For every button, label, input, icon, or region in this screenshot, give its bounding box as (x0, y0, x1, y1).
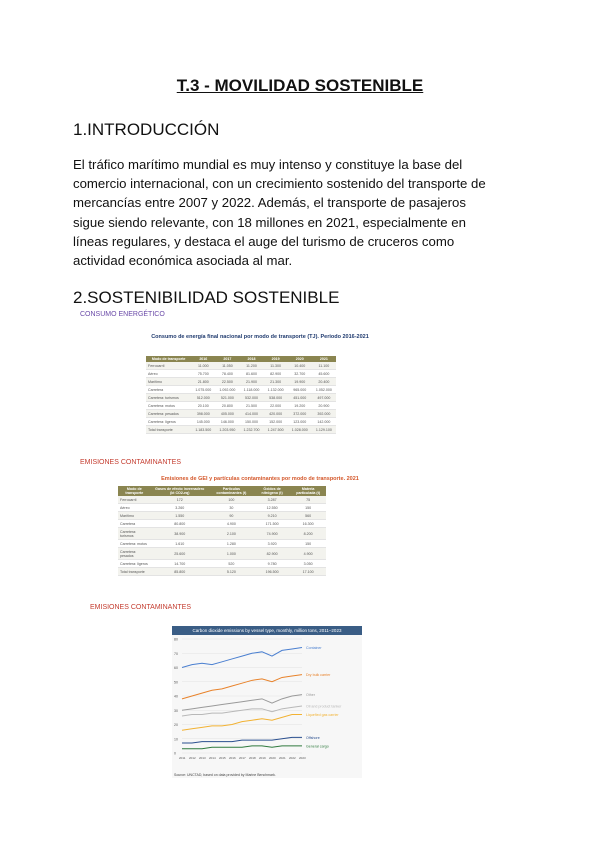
table2-cell: 30 (209, 504, 254, 512)
table1-cell: 146.000 (215, 418, 239, 426)
table2-cell: 100 (209, 496, 254, 504)
table1-cell: 521.000 (215, 394, 239, 402)
table2-cell: 85.800 (151, 568, 209, 576)
table2-cell: Carretera: ligeros (118, 560, 151, 568)
table2-header-cell: Modo de transporte (118, 486, 151, 496)
x-tick-label: 2011 (179, 756, 186, 760)
table1-cell: 20.100 (191, 402, 215, 410)
table2-cell: 150 (290, 504, 326, 512)
intro-line: mercancías entre 2007 y 2022. Además, el transporte de pasajeros (73, 195, 466, 211)
table1-cell: 19.900 (288, 378, 312, 386)
table1-cell: Carretera (146, 386, 191, 394)
intro-line: El tráfico marítimo mundial es muy intenso y constituye la base del (73, 157, 463, 172)
table1-cell: Total transporte (146, 426, 191, 434)
table1-cell: 11.100 (312, 362, 336, 370)
table1-cell: 22.500 (215, 378, 239, 386)
table2-cell: 80.800 (151, 520, 209, 528)
y-tick-label: 0 (174, 751, 176, 756)
table2-row (118, 528, 326, 540)
table1-cell: 405.000 (215, 410, 239, 418)
table1-header-cell: 2020 (288, 356, 312, 362)
consumo-label: CONSUMO ENERGÉTICO (80, 311, 165, 318)
table2-cell: 3.260 (151, 504, 209, 512)
table2-cell: 90 (209, 512, 254, 520)
table1-cell: 123.000 (288, 418, 312, 426)
y-tick-label: 20 (174, 723, 178, 727)
table1-header-cell: 2019 (264, 356, 288, 362)
table1-cell: Ferrocarril (146, 362, 191, 370)
series-label: Offshore (306, 735, 320, 740)
table1-header-cell: 2016 (191, 356, 215, 362)
table1-cell: 512.000 (191, 394, 215, 402)
table2-row (118, 504, 326, 512)
table1-cell: 32.700 (288, 370, 312, 378)
table2-cell: 1.610 (151, 540, 209, 548)
table2-header-row (118, 486, 326, 496)
table2-row (118, 568, 326, 576)
y-tick-label: 70 (174, 651, 178, 656)
table2-cell: Carretera: motos (118, 540, 151, 548)
table2-cell: 3.920 (254, 540, 290, 548)
intro-line: sigue siendo relevante, con 18 millones en 2021, especialmente en (73, 214, 466, 230)
table1-row (146, 426, 336, 434)
intro-heading: 1.INTRODUCCIÓN (73, 120, 220, 139)
table2-cell: 12.550 (254, 504, 290, 512)
series-line (182, 675, 302, 699)
x-tick-label: 2018 (249, 756, 256, 760)
y-tick-label: 80 (174, 637, 178, 642)
sostenibilidad-heading: 2.SOSTENIBILIDAD SOSTENIBLE (73, 288, 340, 307)
table1-cell: 152.000 (264, 418, 288, 426)
chart-source: Source: UNCTAD, based on data provided by Marine Benchmark. (174, 773, 276, 777)
table1-cell: 21.500 (239, 402, 263, 410)
x-tick-label: 2013 (199, 756, 206, 760)
table1-title: Consumo de energía final nacional por modo de transporte (TJ). Periodo 2016-2021 (151, 334, 369, 340)
x-tick-label: 2021 (279, 756, 286, 760)
intro-line: actividad económica asociada al mar. (73, 253, 293, 269)
chart-title: Carbon dioxide emissions by vessel type, monthly, million tons, 2011–2023 (172, 626, 362, 635)
table1-cell: 10.400 (288, 362, 312, 370)
table1-header-cell: Modo de transporte (146, 356, 191, 362)
table1-cell: 45.600 (312, 370, 336, 378)
table1-row (146, 410, 336, 418)
table1-cell: 1.232.700 (239, 426, 263, 434)
table1-cell: 398.000 (191, 410, 215, 418)
table2-cell: Aéreo (118, 504, 151, 512)
table1-cell: 1.129.100 (312, 426, 336, 434)
table2-header-cell: Óxidos de nitrógeno (t) (254, 486, 290, 496)
table2-cell: 1.000 (209, 548, 254, 560)
table2-title: Emisiones de GEI y partículas contaminantes por modo de transporte. 2021 (161, 476, 359, 482)
table1-cell: 1.118.000 (239, 386, 263, 394)
table1-cell: 1.132.000 (264, 386, 288, 394)
table2-row (118, 540, 326, 548)
table1-header-cell: 2018 (239, 356, 263, 362)
table2-cell: 82.900 (254, 548, 290, 560)
table2-cell: 172 (151, 496, 209, 504)
table2-cell: 9.780 (254, 560, 290, 568)
table2-cell: Carretera: turismos (118, 528, 151, 540)
table1-cell: 1.183.500 (191, 426, 215, 434)
table2-header-cell: Partículas contaminantes (t) (209, 486, 254, 496)
table1-row (146, 362, 336, 370)
table2-cell: 150 (290, 540, 326, 548)
table1-cell: 538.000 (264, 394, 288, 402)
table1-row (146, 370, 336, 378)
table1-cell: 142.000 (312, 418, 336, 426)
series-label: Other (306, 693, 315, 698)
table1-cell: 392.000 (312, 410, 336, 418)
table1-cell: 150.000 (239, 418, 263, 426)
table2-row (118, 496, 326, 504)
table2-cell: Carretera (118, 520, 151, 528)
x-tick-label: 2023 (299, 756, 306, 760)
table2-row (118, 520, 326, 528)
table1-cell: 19.200 (288, 402, 312, 410)
series-label: Container (306, 646, 322, 651)
table1-cell: 965.000 (288, 386, 312, 394)
series-line (182, 648, 302, 668)
emisiones-label-2: EMISIONES CONTAMINANTES (90, 604, 191, 611)
table1-header-cell: 2017 (215, 356, 239, 362)
table2-header-cell: Gases de efecto invernadero (kt CO2-eq) (151, 486, 209, 496)
table2-cell: 3.287 (254, 496, 290, 504)
x-tick-label: 2020 (269, 756, 276, 760)
chart-plot (172, 635, 362, 770)
table2-cell: Total transporte (118, 568, 151, 576)
document-title: T.3 - MOVILIDAD SOSTENIBLE (176, 76, 424, 95)
table2-cell: 196.500 (254, 568, 290, 576)
series-line (182, 715, 302, 731)
table2-cell: 520 (209, 560, 254, 568)
table1-cell: 11.300 (264, 362, 288, 370)
table1-cell: 11.200 (239, 362, 263, 370)
table1-cell: Carretera: turismos (146, 394, 191, 402)
table1-row (146, 386, 336, 394)
table2-cell: 560 (290, 512, 326, 520)
series-label: Dry bulk carrier (306, 673, 331, 678)
y-tick-label: 30 (174, 708, 178, 713)
table1-row (146, 418, 336, 426)
series-label: General cargo (306, 744, 329, 749)
table2-row (118, 560, 326, 568)
series-line (182, 695, 302, 711)
emissions-chart (172, 626, 362, 778)
table2-row (118, 512, 326, 520)
series-line (182, 737, 302, 743)
table1-cell: Marítimo (146, 378, 191, 386)
table2-cell: 14.700 (151, 560, 209, 568)
intro-line: líneas regulares, y destaca el auge del turismo de cruceros como (73, 233, 455, 249)
table2-cell: 74.900 (254, 528, 290, 540)
table1-cell: 75.700 (191, 370, 215, 378)
table1-cell: 1.203.950 (215, 426, 239, 434)
table2-row (118, 548, 326, 560)
energy-consumption-table (146, 356, 336, 434)
y-tick-label: 40 (174, 694, 178, 699)
y-tick-label: 50 (174, 680, 178, 685)
table1-cell: 497.000 (312, 394, 336, 402)
table2-cell: 8.200 (290, 528, 326, 540)
table1-cell: 1.075.000 (191, 386, 215, 394)
table1-cell: 82.900 (264, 370, 288, 378)
intro-line: comercio internacional, con un crecimiento sostenido del transporte de (73, 176, 486, 192)
table1-header-cell: 2021 (312, 356, 336, 362)
table1-cell: 20.900 (312, 402, 336, 410)
table1-cell: 20.400 (312, 378, 336, 386)
x-tick-label: 2019 (259, 756, 266, 760)
table1-cell: 1.052.000 (312, 386, 336, 394)
table1-cell: 420.000 (264, 410, 288, 418)
x-tick-label: 2015 (219, 756, 226, 760)
series-label: Oil and product tanker (306, 704, 342, 709)
table2-cell: Marítimo (118, 512, 151, 520)
table2-cell: 75 (290, 496, 326, 504)
table2-cell: 4.900 (290, 548, 326, 560)
table1-cell: 532.000 (239, 394, 263, 402)
table1-cell: 451.000 (288, 394, 312, 402)
table1-cell: 81.600 (239, 370, 263, 378)
x-tick-label: 2012 (189, 756, 196, 760)
table2-cell: 4.900 (209, 520, 254, 528)
table1-cell: 78.400 (215, 370, 239, 378)
x-tick-label: 2017 (239, 756, 246, 760)
intro-paragraph (73, 155, 533, 270)
y-tick-label: 60 (174, 666, 178, 670)
table2-cell: 9.210 (254, 512, 290, 520)
table1-cell: 145.000 (191, 418, 215, 426)
emisiones-label-1: EMISIONES CONTAMINANTES (80, 459, 181, 466)
table2-cell: 1.280 (209, 540, 254, 548)
table1-cell: 372.000 (288, 410, 312, 418)
table1-cell: 21.900 (239, 378, 263, 386)
x-tick-label: 2014 (209, 756, 216, 760)
table2-cell: 3.050 (290, 560, 326, 568)
table1-cell: 21.300 (264, 378, 288, 386)
table2-cell: 38.900 (151, 528, 209, 540)
table1-cell: 1.092.000 (215, 386, 239, 394)
table1-cell: 1.247.500 (264, 426, 288, 434)
table2-cell: 2.100 (209, 528, 254, 540)
table1-cell: 22.000 (264, 402, 288, 410)
table1-cell: 20.800 (215, 402, 239, 410)
x-tick-label: 2022 (289, 756, 296, 760)
table1-cell: Aéreo (146, 370, 191, 378)
table2-cell: 1.550 (151, 512, 209, 520)
table2-cell: 16.300 (290, 520, 326, 528)
table1-cell: Carretera: ligeros (146, 418, 191, 426)
y-tick-label: 10 (174, 737, 178, 742)
table1-cell: 1.028.000 (288, 426, 312, 434)
series-line (182, 746, 302, 749)
table1-row (146, 378, 336, 386)
table1-cell: Carretera: pesados (146, 410, 191, 418)
table2-cell: 25.600 (151, 548, 209, 560)
table1-cell: 11.050 (215, 362, 239, 370)
table2-cell: Carretera: pesados (118, 548, 151, 560)
x-tick-label: 2016 (229, 756, 236, 760)
table1-row (146, 394, 336, 402)
table2-header-cell: Materia particulada (t) (290, 486, 326, 496)
table1-cell: 11.000 (191, 362, 215, 370)
table1-cell: 21.800 (191, 378, 215, 386)
table1-row (146, 402, 336, 410)
emissions-table (118, 486, 326, 576)
table1-cell: 414.000 (239, 410, 263, 418)
table2-cell: 171.500 (254, 520, 290, 528)
table2-cell: Ferrocarril (118, 496, 151, 504)
table2-cell: 17.100 (290, 568, 326, 576)
table2-cell: 5.120 (209, 568, 254, 576)
table1-cell: Carretera: motos (146, 402, 191, 410)
series-label: Liquefied gas carrier (306, 713, 339, 718)
